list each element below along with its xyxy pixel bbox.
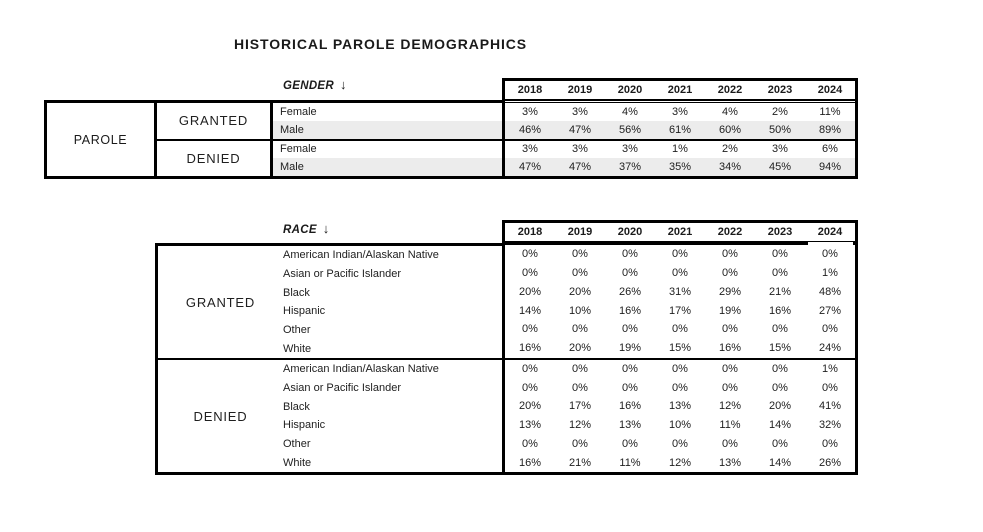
percent-cell: 0% xyxy=(622,248,638,261)
table-row xyxy=(505,245,855,264)
row-label: Hispanic xyxy=(283,305,326,318)
percent-cell: 3% xyxy=(772,143,788,156)
row-label: American Indian/Alaskan Native xyxy=(283,249,439,262)
percent-cell: 0% xyxy=(522,323,538,336)
year-header-cell: 2023 xyxy=(767,84,793,96)
percent-cell: 89% xyxy=(818,123,842,136)
page-title: HISTORICAL PAROLE DEMOGRAPHICS xyxy=(234,36,528,52)
percent-cell: 26% xyxy=(618,285,642,298)
percent-cell: 20% xyxy=(568,285,592,298)
percent-cell: 0% xyxy=(572,267,588,280)
percent-cell: 12% xyxy=(718,400,742,413)
percent-cell: 0% xyxy=(572,248,588,261)
row-label: White xyxy=(283,342,312,355)
gender-row-labels xyxy=(44,100,502,179)
percent-cell: 15% xyxy=(668,342,692,355)
year-header-cell: 2021 xyxy=(667,226,693,238)
table-row xyxy=(505,141,855,159)
percent-cell: 10% xyxy=(568,304,592,317)
percent-cell: 14% xyxy=(518,304,542,317)
percent-cell: 0% xyxy=(722,362,738,375)
row-label: Other xyxy=(283,438,311,451)
percent-cell: 0% xyxy=(672,362,688,375)
percent-cell: 1% xyxy=(672,143,688,156)
percent-cell: 16% xyxy=(718,342,742,355)
percent-cell: 16% xyxy=(618,304,642,317)
sort-down-icon: ↓ xyxy=(340,77,347,92)
gender-years-header xyxy=(505,81,855,99)
gender-groups xyxy=(157,103,502,176)
percent-cell: 24% xyxy=(818,342,842,355)
percent-cell: 19% xyxy=(718,304,742,317)
table-row xyxy=(505,453,855,472)
granted-group xyxy=(158,246,502,358)
row-label: Asian or Pacific Islander xyxy=(283,382,401,394)
percent-cell: 0% xyxy=(822,248,838,261)
percent-cell: 4% xyxy=(622,105,638,118)
percent-cell: 48% xyxy=(818,285,842,298)
year-header-cell: 2020 xyxy=(617,84,643,96)
year-header-cell: 2024 xyxy=(817,84,843,96)
percent-cell: 20% xyxy=(568,342,592,355)
percent-cell: 0% xyxy=(672,437,688,450)
row-label: Black xyxy=(283,286,310,299)
percent-cell: 50% xyxy=(768,123,792,136)
percent-cell: 47% xyxy=(568,161,592,174)
percent-cell: 3% xyxy=(672,105,688,118)
year-header-cell: 2023 xyxy=(767,226,793,238)
percent-cell: 41% xyxy=(818,400,842,413)
percent-cell: 12% xyxy=(568,419,592,432)
row-label: White xyxy=(283,456,312,469)
percent-cell: 0% xyxy=(522,437,538,450)
row-label: Other xyxy=(283,324,311,337)
percent-cell: 0% xyxy=(822,437,838,450)
year-header-cell: 2020 xyxy=(617,226,643,238)
table-row xyxy=(505,339,855,358)
percent-cell: 11% xyxy=(819,105,841,118)
year-header-cell: 2019 xyxy=(567,226,593,238)
percent-cell: 0% xyxy=(622,437,638,450)
parole-label: PAROLE xyxy=(47,103,157,176)
row-label: Asian or Pacific Islander xyxy=(283,268,401,280)
percent-cell: 0% xyxy=(622,323,638,336)
percent-cell: 6% xyxy=(822,143,838,156)
percent-cell: 16% xyxy=(768,304,792,317)
race-label: RACE xyxy=(283,224,317,236)
percent-cell: 0% xyxy=(672,248,688,261)
percent-cell: 10% xyxy=(668,419,692,432)
percent-cell: 0% xyxy=(622,381,638,394)
percent-cell: 0% xyxy=(822,381,838,394)
race-row-labels xyxy=(155,243,502,475)
gender-column-header xyxy=(283,77,347,92)
percent-cell: 11% xyxy=(719,419,741,432)
percent-cell: 3% xyxy=(522,143,538,156)
row-label: Hispanic xyxy=(283,419,326,432)
race-data-table xyxy=(502,220,858,475)
percent-cell: 4% xyxy=(722,105,738,118)
gender-label: GENDER xyxy=(283,80,335,92)
group-label-denied: DENIED xyxy=(157,141,273,177)
granted-group xyxy=(157,103,502,139)
year-header-cell: 2022 xyxy=(717,226,743,238)
percent-cell: 0% xyxy=(772,437,788,450)
percent-cell: 13% xyxy=(618,419,642,432)
percent-cell: 12% xyxy=(668,456,692,469)
percent-cell: 37% xyxy=(618,161,642,174)
percent-cell: 0% xyxy=(772,323,788,336)
gender-granted-rows xyxy=(273,103,502,139)
group-label-granted: GRANTED xyxy=(157,103,273,139)
percent-cell: 21% xyxy=(768,285,792,298)
percent-cell: 21% xyxy=(568,456,592,469)
percent-cell: 0% xyxy=(822,323,838,336)
percent-cell: 0% xyxy=(522,381,538,394)
race-column-header xyxy=(283,221,329,236)
row-label-male: Male xyxy=(273,121,502,139)
percent-cell: 29% xyxy=(718,285,742,298)
table-row xyxy=(505,397,855,416)
percent-cell: 34% xyxy=(718,161,742,174)
percent-cell: 31% xyxy=(668,285,692,298)
table-row xyxy=(505,435,855,454)
percent-cell: 19% xyxy=(618,342,642,355)
percent-cell: 3% xyxy=(522,105,538,118)
percent-cell: 0% xyxy=(672,267,688,280)
row-label-female: Female xyxy=(280,105,317,118)
percent-cell: 3% xyxy=(622,143,638,156)
row-label-female: Female xyxy=(280,143,317,156)
percent-cell: 94% xyxy=(818,161,842,174)
race-denied-rows xyxy=(283,360,502,472)
percent-cell: 3% xyxy=(572,105,588,118)
percent-cell: 26% xyxy=(818,456,842,469)
percent-cell: 0% xyxy=(672,381,688,394)
percent-cell: 0% xyxy=(622,362,638,375)
percent-cell: 15% xyxy=(768,342,792,355)
year-header-cell: 2024 xyxy=(817,226,843,238)
percent-cell: 16% xyxy=(518,342,542,355)
percent-cell: 0% xyxy=(572,323,588,336)
percent-cell: 35% xyxy=(668,161,692,174)
percent-cell: 2% xyxy=(772,105,788,118)
year-header-cell: 2018 xyxy=(517,84,543,96)
table-row xyxy=(505,378,855,397)
percent-cell: 0% xyxy=(772,362,788,375)
percent-cell: 13% xyxy=(668,400,692,413)
table-row xyxy=(505,301,855,320)
percent-cell: 60% xyxy=(718,123,742,136)
row-label-male: Male xyxy=(273,158,502,176)
percent-cell: 14% xyxy=(768,419,792,432)
gender-data-table xyxy=(502,78,858,179)
percent-cell: 0% xyxy=(572,381,588,394)
percent-cell: 27% xyxy=(818,304,842,317)
table-row xyxy=(505,121,855,139)
percent-cell: 47% xyxy=(518,161,542,174)
table-row xyxy=(505,320,855,339)
percent-cell: 0% xyxy=(722,248,738,261)
header-rule-gap-2024 xyxy=(808,242,853,245)
percent-cell: 0% xyxy=(572,437,588,450)
percent-cell: 0% xyxy=(722,323,738,336)
percent-cell: 13% xyxy=(518,419,542,432)
year-header-cell: 2021 xyxy=(667,84,693,96)
table-row xyxy=(505,158,855,176)
percent-cell: 0% xyxy=(522,362,538,375)
row-label: American Indian/Alaskan Native xyxy=(283,363,439,376)
percent-cell: 13% xyxy=(718,456,742,469)
denied-group xyxy=(157,141,502,177)
percent-cell: 1% xyxy=(822,362,838,375)
percent-cell: 17% xyxy=(568,400,592,413)
race-years-header xyxy=(505,223,855,241)
year-header-cell: 2022 xyxy=(717,84,743,96)
percent-cell: 0% xyxy=(722,267,738,280)
denied-group xyxy=(158,360,502,472)
gender-denied-rows xyxy=(273,141,502,177)
percent-cell: 16% xyxy=(518,456,542,469)
table-row xyxy=(505,103,855,121)
percent-cell: 61% xyxy=(668,123,692,136)
percent-cell: 17% xyxy=(668,304,692,317)
percent-cell: 2% xyxy=(722,143,738,156)
group-label-denied: DENIED xyxy=(193,408,248,424)
table-row xyxy=(505,283,855,302)
row-label: Black xyxy=(283,400,310,413)
percent-cell: 0% xyxy=(572,362,588,375)
percent-cell: 1% xyxy=(822,267,838,280)
percent-cell: 0% xyxy=(722,437,738,450)
percent-cell: 0% xyxy=(772,267,788,280)
percent-cell: 0% xyxy=(672,323,688,336)
percent-cell: 45% xyxy=(768,161,792,174)
year-header-cell: 2019 xyxy=(567,84,593,96)
percent-cell: 47% xyxy=(568,123,592,136)
percent-cell: 56% xyxy=(618,123,642,136)
group-label-granted: GRANTED xyxy=(185,294,256,310)
table-row xyxy=(505,264,855,283)
percent-cell: 32% xyxy=(818,419,842,432)
percent-cell: 20% xyxy=(518,285,542,298)
header-thick-rule xyxy=(505,241,855,245)
percent-cell: 16% xyxy=(618,400,642,413)
percent-cell: 0% xyxy=(522,248,538,261)
table-row xyxy=(505,416,855,435)
year-header-cell: 2018 xyxy=(517,226,543,238)
percent-cell: 0% xyxy=(722,381,738,394)
percent-cell: 3% xyxy=(572,143,588,156)
percent-cell: 0% xyxy=(622,267,638,280)
percent-cell: 0% xyxy=(772,248,788,261)
percent-cell: 46% xyxy=(518,123,542,136)
sort-down-icon: ↓ xyxy=(322,221,330,236)
table-row xyxy=(505,360,855,379)
race-granted-rows xyxy=(283,246,502,358)
percent-cell: 20% xyxy=(518,400,542,413)
percent-cell: 14% xyxy=(768,456,792,469)
percent-cell: 11% xyxy=(619,456,641,469)
percent-cell: 0% xyxy=(772,381,788,394)
percent-cell: 0% xyxy=(522,267,538,280)
percent-cell: 20% xyxy=(768,400,792,413)
